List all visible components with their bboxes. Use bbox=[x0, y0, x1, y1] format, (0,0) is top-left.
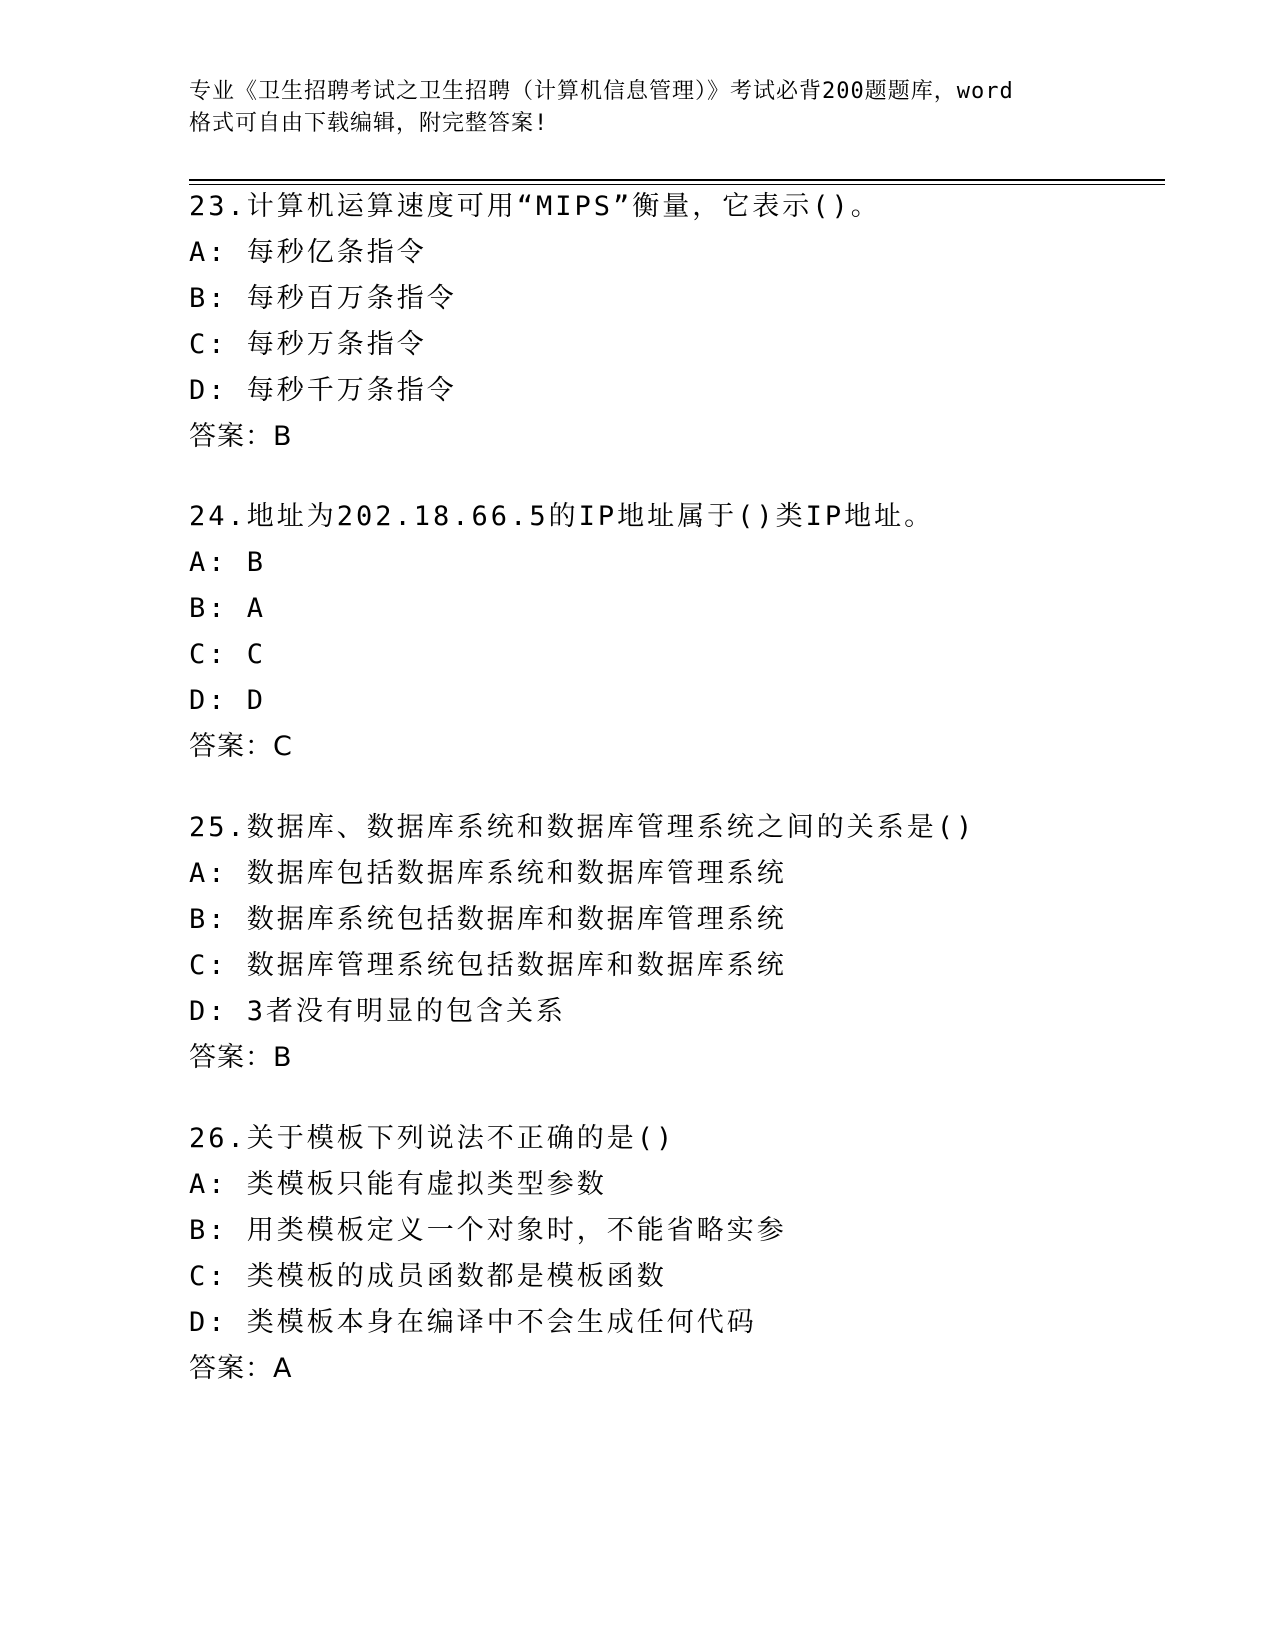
header-line-1: 专业《卫生招聘考试之卫生招聘（计算机信息管理）》考试必背200题题库，word bbox=[189, 79, 1014, 104]
answer: 答案：A bbox=[189, 1353, 293, 1384]
question-24 bbox=[189, 494, 1169, 770]
question-stem: 25.数据库、数据库系统和数据库管理系统之间的关系是() bbox=[189, 812, 976, 843]
answer: 答案：C bbox=[189, 731, 293, 762]
option-d: D: D bbox=[189, 685, 267, 716]
question-26 bbox=[189, 1116, 1169, 1392]
question-stem: 23.计算机运算速度可用“MIPS”衡量，它表示()。 bbox=[189, 191, 881, 222]
option-a: A: B bbox=[189, 547, 267, 578]
option-d: D: 每秒千万条指令 bbox=[189, 375, 457, 406]
question-25 bbox=[189, 805, 1169, 1081]
option-a: A: 类模板只能有虚拟类型参数 bbox=[189, 1169, 607, 1200]
option-a: A: 数据库包括数据库系统和数据库管理系统 bbox=[189, 858, 787, 889]
answer: 答案：B bbox=[189, 1042, 293, 1073]
question-23 bbox=[189, 184, 1169, 460]
document-header bbox=[189, 76, 1089, 140]
option-d: D: 3者没有明显的包含关系 bbox=[189, 996, 567, 1027]
option-c: C: 每秒万条指令 bbox=[189, 329, 427, 360]
header-line-2: 格式可自由下载编辑，附完整答案! bbox=[189, 111, 549, 136]
option-b: B: 数据库系统包括数据库和数据库管理系统 bbox=[189, 904, 787, 935]
answer: 答案：B bbox=[189, 421, 293, 452]
option-b: B: 用类模板定义一个对象时，不能省略实参 bbox=[189, 1215, 787, 1246]
option-b: B: A bbox=[189, 593, 267, 624]
question-stem: 26.关于模板下列说法不正确的是() bbox=[189, 1123, 676, 1154]
option-c: C: 类模板的成员函数都是模板函数 bbox=[189, 1261, 667, 1292]
option-c: C: C bbox=[189, 639, 267, 670]
option-b: B: 每秒百万条指令 bbox=[189, 283, 457, 314]
option-a: A: 每秒亿条指令 bbox=[189, 237, 427, 268]
header-divider-thick bbox=[189, 179, 1165, 181]
option-d: D: 类模板本身在编译中不会生成任何代码 bbox=[189, 1307, 757, 1338]
question-stem: 24.地址为202.18.66.5的IP地址属于()类IP地址。 bbox=[189, 501, 935, 532]
option-c: C: 数据库管理系统包括数据库和数据库系统 bbox=[189, 950, 787, 981]
